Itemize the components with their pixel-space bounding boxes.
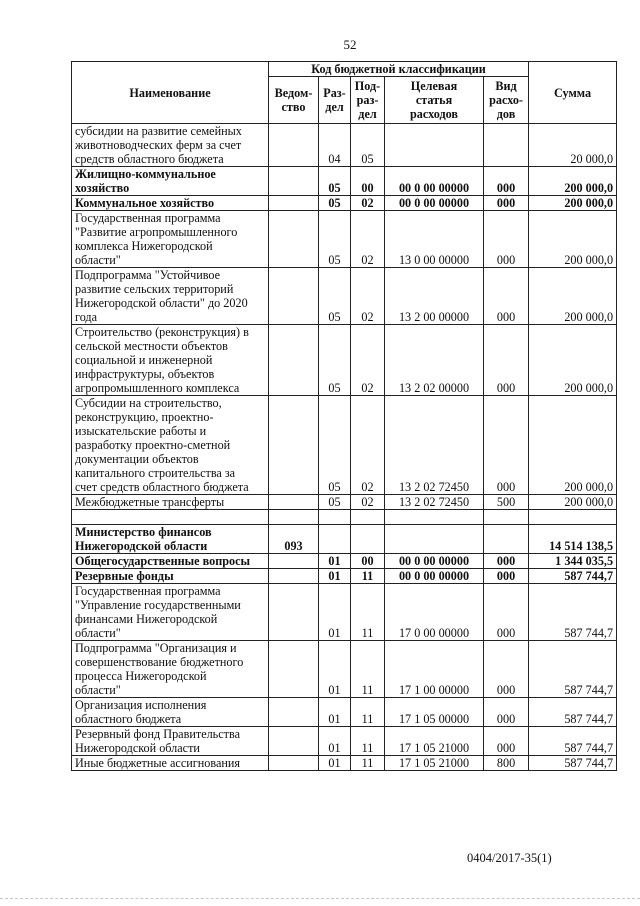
row-subsection: 02 <box>351 396 385 495</box>
row-name-line: комплекса Нижегородской <box>75 239 213 253</box>
page-number: 52 <box>343 37 357 52</box>
row-section: 05 <box>319 211 351 268</box>
row-name <box>72 211 269 268</box>
row-name-line: счет средств областного бюджета <box>75 480 249 494</box>
row-subsection: 02 <box>351 495 385 510</box>
row-name <box>72 325 269 396</box>
row-type: 000 <box>484 167 529 196</box>
row-sum: 14 514 138,5 <box>529 525 617 554</box>
row-name-line: совершенствование бюджетного <box>75 655 244 669</box>
row-sum: 200 000,0 <box>529 196 617 211</box>
empty-cell <box>484 510 529 525</box>
header-section: Раз- дел <box>319 77 351 124</box>
row-name-line: области" <box>75 253 121 267</box>
row-target: 00 0 00 00000 <box>385 196 484 211</box>
table-row <box>72 167 617 196</box>
row-section: 05 <box>319 325 351 396</box>
row-sum: 587 744,7 <box>529 569 617 584</box>
row-name <box>72 554 269 569</box>
table-row <box>72 641 617 698</box>
table-row <box>72 268 617 325</box>
row-sum: 1 344 035,5 <box>529 554 617 569</box>
table-row <box>72 584 617 641</box>
row-name-line: капитального строительства за <box>75 466 236 480</box>
row-name-line: Государственная программа <box>75 211 221 225</box>
header-dept: Ведом- ство <box>269 77 319 124</box>
header-name: Наименование <box>72 62 269 124</box>
row-subsection: 02 <box>351 325 385 396</box>
row-name-line: Жилищно-коммунальное <box>75 167 216 181</box>
row-type: 000 <box>484 268 529 325</box>
table-row <box>72 124 617 167</box>
row-name <box>72 756 269 771</box>
row-section: 01 <box>319 698 351 727</box>
row-section: 05 <box>319 196 351 211</box>
row-type: 000 <box>484 569 529 584</box>
row-name-line: Нижегородской области" до 2020 <box>75 296 248 310</box>
table-row <box>72 756 617 771</box>
row-section <box>319 525 351 554</box>
row-sum: 587 744,7 <box>529 698 617 727</box>
table-row <box>72 569 617 584</box>
row-sum: 587 744,7 <box>529 584 617 641</box>
row-name-line: областного бюджета <box>75 712 182 726</box>
row-subsection: 00 <box>351 167 385 196</box>
row-type: 000 <box>484 196 529 211</box>
row-name-line: Нижегородской области <box>75 539 208 553</box>
row-section: 05 <box>319 268 351 325</box>
row-section: 05 <box>319 167 351 196</box>
row-sum: 200 000,0 <box>529 396 617 495</box>
row-name-line: документации объектов <box>75 452 199 466</box>
row-name-line: агропромышленного комплекса <box>75 381 240 395</box>
row-type: 500 <box>484 495 529 510</box>
row-target: 13 2 02 72450 <box>385 495 484 510</box>
row-name-line: Подпрограмма "Устойчивое <box>75 268 221 282</box>
row-name-line: изыскательские работы и <box>75 424 207 438</box>
row-dept <box>269 124 319 167</box>
row-name-line: развитие сельских территорий <box>75 282 234 296</box>
row-sum: 587 744,7 <box>529 756 617 771</box>
row-subsection: 02 <box>351 196 385 211</box>
row-dept <box>269 756 319 771</box>
row-target: 17 1 05 00000 <box>385 698 484 727</box>
row-type: 000 <box>484 584 529 641</box>
spacer-row <box>72 510 617 525</box>
row-name-line: области" <box>75 683 121 697</box>
row-dept <box>269 698 319 727</box>
row-name <box>72 525 269 554</box>
row-subsection <box>351 525 385 554</box>
row-name-line: Иные бюджетные ассигнования <box>75 756 241 770</box>
row-name-line: года <box>75 310 98 324</box>
row-name-line: Резервные фонды <box>75 569 174 583</box>
row-name-line: Строительство (реконструкция) в <box>75 325 249 339</box>
row-name-line: "Развитие агропромышленного <box>75 225 238 239</box>
row-name-line: процесса Нижегородской <box>75 669 207 683</box>
row-name-line: средств областного бюджета <box>75 152 224 166</box>
empty-cell <box>72 510 269 525</box>
row-sum: 587 744,7 <box>529 727 617 756</box>
row-type: 000 <box>484 325 529 396</box>
row-name-line: "Управление государственными <box>75 598 241 612</box>
row-target <box>385 124 484 167</box>
row-name <box>72 396 269 495</box>
row-name-line: субсидии на развитие семейных <box>75 124 242 138</box>
row-target: 13 2 02 72450 <box>385 396 484 495</box>
empty-cell <box>351 510 385 525</box>
table-row <box>72 525 617 554</box>
row-subsection: 11 <box>351 569 385 584</box>
table-row <box>72 727 617 756</box>
empty-cell <box>385 510 484 525</box>
row-subsection: 00 <box>351 554 385 569</box>
row-name-line: сельской местности объектов <box>75 339 228 353</box>
row-target: 17 1 05 21000 <box>385 727 484 756</box>
table-row <box>72 495 617 510</box>
row-dept <box>269 554 319 569</box>
header-subsection: Под- раз- дел <box>351 77 385 124</box>
header-type: Вид расхо- дов <box>484 77 529 124</box>
empty-cell <box>319 510 351 525</box>
row-target: 00 0 00 00000 <box>385 554 484 569</box>
row-name-line: Государственная программа <box>75 584 221 598</box>
row-target: 17 1 00 00000 <box>385 641 484 698</box>
row-name <box>72 584 269 641</box>
row-name <box>72 495 269 510</box>
table-row <box>72 396 617 495</box>
row-type: 000 <box>484 641 529 698</box>
row-dept <box>269 584 319 641</box>
row-name-line: области" <box>75 626 121 640</box>
row-section: 01 <box>319 554 351 569</box>
row-sum: 200 000,0 <box>529 268 617 325</box>
row-name-line: разработку проектно-сметной <box>75 438 231 452</box>
row-name <box>72 641 269 698</box>
header-sum: Сумма <box>529 62 617 124</box>
row-sum: 587 744,7 <box>529 641 617 698</box>
row-subsection: 11 <box>351 584 385 641</box>
row-dept <box>269 569 319 584</box>
row-target: 17 1 05 21000 <box>385 756 484 771</box>
table-row <box>72 211 617 268</box>
row-type: 000 <box>484 698 529 727</box>
row-section: 01 <box>319 641 351 698</box>
table-row <box>72 325 617 396</box>
row-name <box>72 196 269 211</box>
row-name-line: Нижегородской области <box>75 741 200 755</box>
row-dept <box>269 211 319 268</box>
header-code-group: Код бюджетной классификации <box>269 62 529 77</box>
row-dept <box>269 196 319 211</box>
document-code: 0404/2017-35(1) <box>467 851 552 865</box>
row-section: 04 <box>319 124 351 167</box>
row-target: 13 2 02 00000 <box>385 325 484 396</box>
row-target <box>385 525 484 554</box>
empty-cell <box>529 510 617 525</box>
row-type: 000 <box>484 727 529 756</box>
row-target: 17 0 00 00000 <box>385 584 484 641</box>
row-name-line: Коммунальное хозяйство <box>75 196 215 210</box>
row-type <box>484 124 529 167</box>
row-section: 05 <box>319 495 351 510</box>
row-type: 000 <box>484 211 529 268</box>
row-target: 13 2 00 00000 <box>385 268 484 325</box>
row-name <box>72 124 269 167</box>
row-name-line: финансами Нижегородской <box>75 612 218 626</box>
row-subsection: 05 <box>351 124 385 167</box>
row-name-line: хозяйство <box>75 181 130 195</box>
row-subsection: 11 <box>351 756 385 771</box>
row-dept <box>269 167 319 196</box>
row-name <box>72 268 269 325</box>
row-name-line: Министерство финансов <box>75 525 212 539</box>
row-section: 05 <box>319 396 351 495</box>
row-name-line: Резервный фонд Правительства <box>75 727 240 741</box>
row-dept <box>269 641 319 698</box>
row-subsection: 02 <box>351 268 385 325</box>
row-target: 00 0 00 00000 <box>385 569 484 584</box>
row-subsection: 11 <box>351 727 385 756</box>
row-name-line: Общегосударственные вопросы <box>75 554 251 568</box>
row-section: 01 <box>319 569 351 584</box>
row-dept <box>269 268 319 325</box>
row-section: 01 <box>319 584 351 641</box>
row-name <box>72 167 269 196</box>
table-row <box>72 196 617 211</box>
row-type: 000 <box>484 396 529 495</box>
header-target: Целевая статья расходов <box>385 77 484 124</box>
row-subsection: 02 <box>351 211 385 268</box>
row-name <box>72 727 269 756</box>
row-sum: 20 000,0 <box>529 124 617 167</box>
row-name <box>72 698 269 727</box>
row-dept <box>269 495 319 510</box>
row-subsection: 11 <box>351 698 385 727</box>
row-name-line: Подпрограмма "Организация и <box>75 641 237 655</box>
table-row <box>72 554 617 569</box>
row-target: 13 0 00 00000 <box>385 211 484 268</box>
row-dept <box>269 727 319 756</box>
row-name <box>72 569 269 584</box>
row-type: 000 <box>484 554 529 569</box>
row-name-line: животноводческих ферм за счет <box>75 138 242 152</box>
row-section: 01 <box>319 756 351 771</box>
row-sum: 200 000,0 <box>529 495 617 510</box>
row-type: 800 <box>484 756 529 771</box>
row-name-line: инфраструктуры, объектов <box>75 367 215 381</box>
row-sum: 200 000,0 <box>529 211 617 268</box>
row-target: 00 0 00 00000 <box>385 167 484 196</box>
row-name-line: реконструкцию, проектно- <box>75 410 214 424</box>
empty-cell <box>269 510 319 525</box>
row-name-line: Межбюджетные трансферты <box>75 495 225 509</box>
row-name-line: Субсидии на строительство, <box>75 396 222 410</box>
table-row <box>72 698 617 727</box>
row-subsection: 11 <box>351 641 385 698</box>
row-sum: 200 000,0 <box>529 167 617 196</box>
row-dept <box>269 396 319 495</box>
row-sum: 200 000,0 <box>529 325 617 396</box>
row-name-line: Организация исполнения <box>75 698 207 712</box>
row-name-line: социальной и инженерной <box>75 353 213 367</box>
row-section: 01 <box>319 727 351 756</box>
row-dept <box>269 325 319 396</box>
row-type <box>484 525 529 554</box>
budget-table <box>71 61 617 771</box>
row-dept: 093 <box>269 525 319 554</box>
